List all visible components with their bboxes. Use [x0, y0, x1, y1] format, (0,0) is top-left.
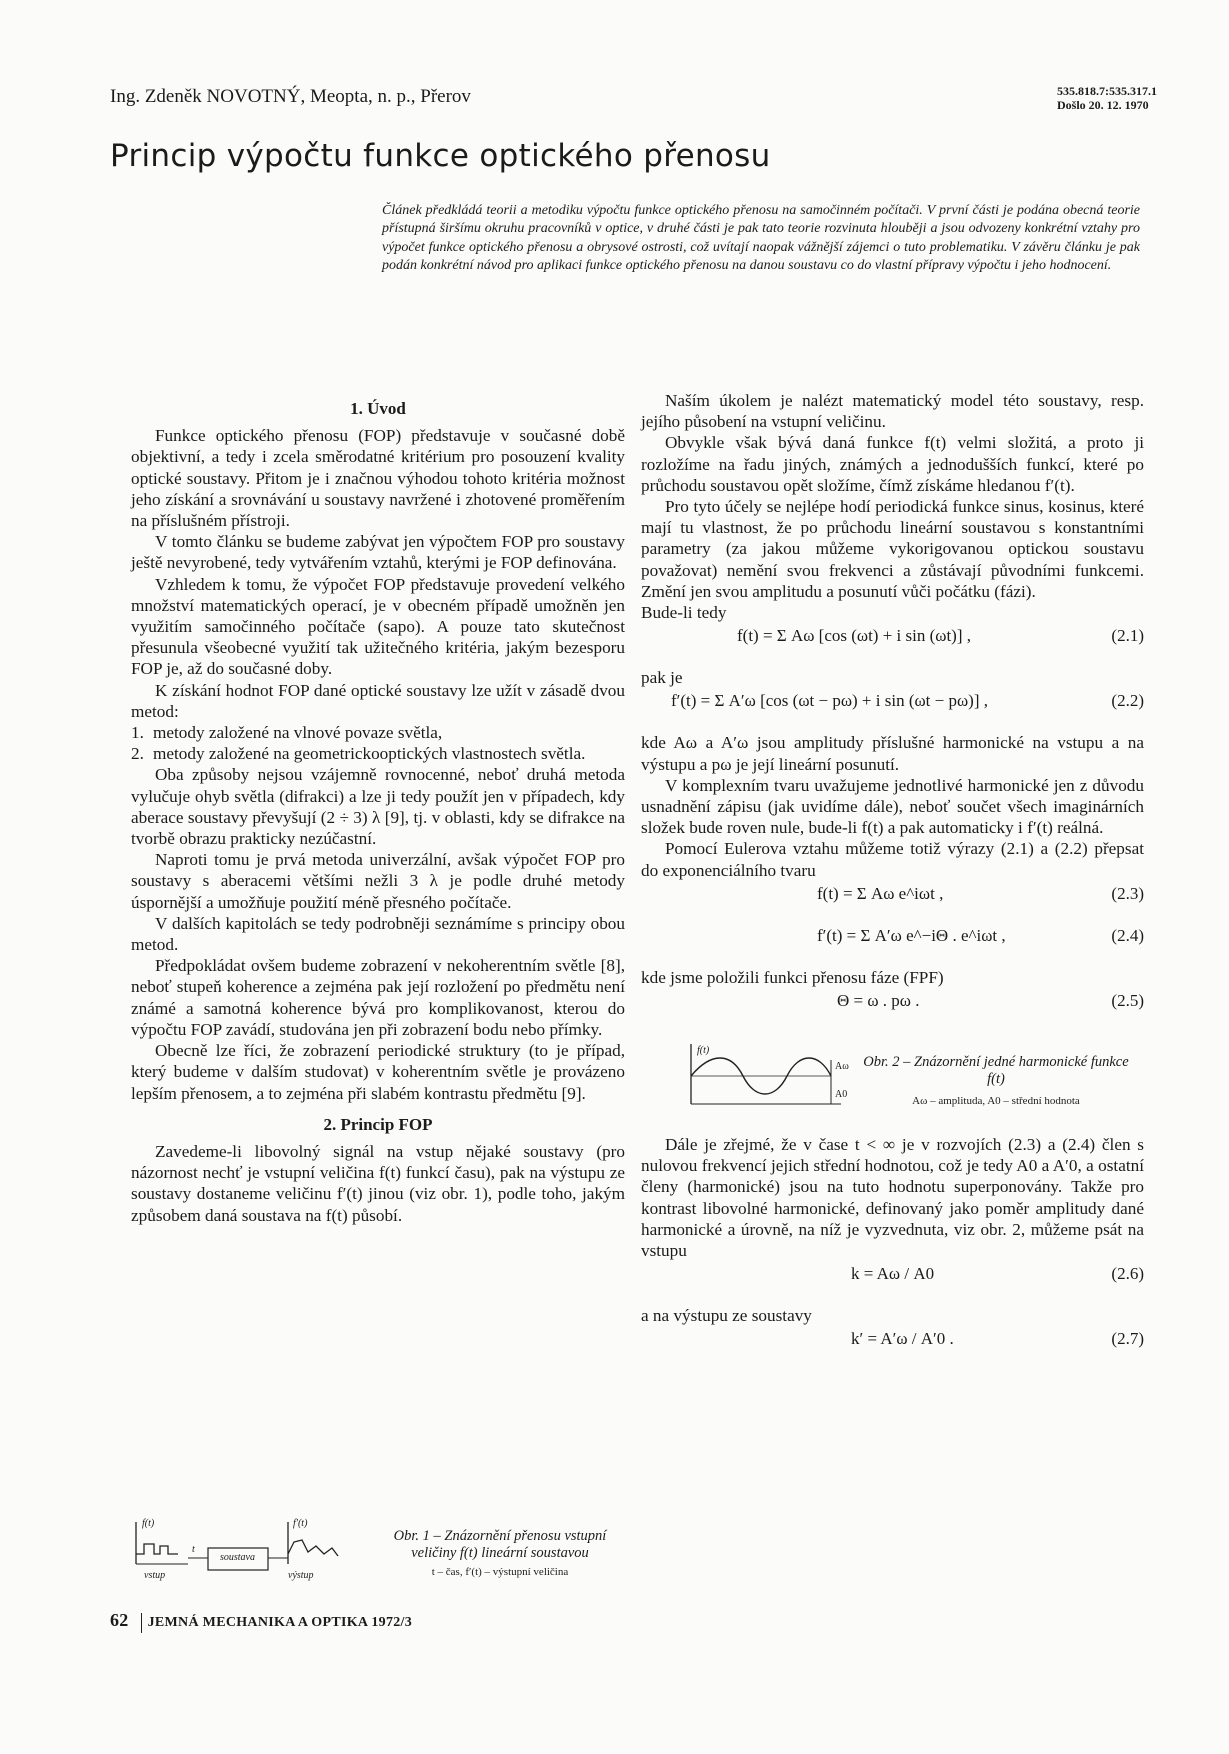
- paragraph: kde Aω a A′ω jsou amplitudy příslušné harmonické na vstupu a na výstupu a pω je její lineární posunutí.: [641, 733, 1144, 774]
- figure-1-caption-block: [375, 1528, 625, 1578]
- paragraph: Předpokládat ovšem budeme zobrazení v nekoherentním světle [8], neboť stupeň koherence a zejména pak její rozložení po předmětu není známé a samotná koherence bývá pro komplikovanost, kterou do výpočtu FOP zavádí, studována jen při zobrazení bodu nebo přímky.: [131, 956, 625, 1039]
- equation-2-2: [641, 690, 1144, 730]
- figure-1-output-label: výstup: [288, 1570, 314, 1581]
- figure-2-a0-label: A0: [835, 1089, 848, 1101]
- reference-block: [1057, 84, 1157, 112]
- paragraph: Pro tyto účely se nejlépe hodí periodická funkce sinus, kosinus, které mají tu vlastnost, že po průchodu lineární soustavou s konstantními parametry (za jakou můžeme vykorigovanou optickou soustavu považovat) nemění svou frekvenci a zůstávají původními funkcemi. Změní jen svou amplitudu a posunutí vůči počátku (fázi).: [641, 497, 1144, 601]
- article-title: Princip výpočtu funkce optického přenosu: [110, 138, 771, 174]
- paragraph: pak je: [641, 668, 683, 688]
- equation-2-6: [641, 1263, 1144, 1303]
- figure-1-t-label: t: [192, 1544, 195, 1555]
- equation-body: k = Aω / A0: [851, 1264, 935, 1284]
- figure-2-aw-label: Aω: [835, 1061, 849, 1073]
- figure-1-caption: Obr. 1 – Znázornění přenosu vstupní veličiny f(t) lineární soustavou: [393, 1528, 607, 1561]
- paragraph: Naproti tomu je prvá metoda univerzální, avšak výpočet FOP pro soustavy s aberacemi většími nežli 3 λ je podle druhé metody úspornější a umožňuje použití méně přesného počítače.: [131, 850, 625, 912]
- equation-body: Θ = ω . pω .: [837, 991, 920, 1011]
- paragraph: a na výstupu ze soustavy: [641, 1306, 812, 1326]
- equation-body: f′(t) = Σ A′ω e^−iΘ . e^iωt ,: [817, 925, 1006, 945]
- page-number: 62: [110, 1610, 129, 1630]
- footer-divider: [141, 1613, 142, 1633]
- equation-number: (2.2): [1111, 691, 1144, 711]
- equation-number: (2.6): [1111, 1264, 1144, 1284]
- figure-1-box-label: soustava: [220, 1552, 255, 1563]
- equation-number: (2.7): [1111, 1329, 1144, 1349]
- equation-body: f(t) = Σ Aω [cos (ωt) + i sin (ωt)] ,: [737, 626, 972, 646]
- figure-1-subcaption: t – čas, f′(t) – výstupní veličina: [431, 1566, 569, 1578]
- list-item: [131, 722, 625, 743]
- equation-2-3: [641, 883, 1144, 923]
- figure-2-caption-block: [861, 1054, 1131, 1112]
- paragraph: Obecně lze říci, že zobrazení periodické struktury (to je případ, který budeme v dalším studovat) v koherentním světle je provázeno lepším přenosem, a to zejména při slabém kontrastu předmětu [9].: [131, 1041, 625, 1103]
- list-number: 2.: [131, 744, 144, 764]
- equation-body: f(t) = Σ Aω e^iωt ,: [817, 883, 944, 903]
- figure-1-diagram: [128, 1518, 358, 1584]
- figure-1-fpt-label: f′(t): [293, 1518, 308, 1529]
- udc-code: 535.818.7:535.317.1: [1057, 84, 1157, 98]
- paragraph: Oba způsoby nejsou vzájemně rovnocenné, neboť druhá metoda vylučuje ohyb světla (difrakci) a lze ji tedy použít jen v případech, kdy aberace soustavy převyšují (2 ÷ 3) λ [9], tj. v oblasti, kdy se difrakce na tvorbě obrazu prakticky nezúčastní.: [131, 765, 625, 849]
- left-column: [131, 398, 625, 1226]
- equation-body: k′ = A′ω / A′0 .: [851, 1329, 954, 1349]
- list-number: 1.: [131, 723, 144, 743]
- paragraph: V komplexním tvaru uvažujeme jednotlivé harmonické jen z důvodu usnadnění zápisu (jak uvidíme dále), neboť součet všech imaginárních složek bude roven nule, bude-li f(t) a pak automaticky i f′(t) reálná.: [641, 775, 1144, 838]
- equation-number: (2.4): [1111, 925, 1144, 945]
- paragraph: Zavedeme-li libovolný signál na vstup nějaké soustavy (pro názornost nechť je vstupní veličina f(t) funkcí času), pak na výstupu ze soustavy dostaneme veličinu f′(t) jinou (viz obr. 1), podle toho, jakým způsobem daná soustava na f(t) působí.: [131, 1141, 625, 1225]
- paragraph: Bude-li tedy: [641, 603, 727, 623]
- list-text: metody založené na vlnové povaze světla,: [153, 723, 443, 743]
- received-date: Došlo 20. 12. 1970: [1057, 98, 1149, 112]
- list-item: [131, 743, 625, 764]
- paragraph: K získání hodnot FOP dané optické soustavy lze užít v zásadě dvou metod:: [131, 680, 625, 721]
- paragraph: Obvykle však bývá daná funkce f(t) velmi složitá, a proto ji rozložíme na řadu jiných, známých a jednodušších funkcí, které po průchodu soustavou opět složíme, čímž získáme hledanou f′(t).: [641, 433, 1144, 495]
- equation-2-5: [641, 990, 1144, 1030]
- paragraph: kde jsme položili funkci přenosu fáze (FPF): [641, 967, 944, 987]
- equation-number: (2.3): [1111, 883, 1144, 903]
- paragraph: Pomocí Eulerova vztahu můžeme totiž výrazy (2.1) a (2.2) přepsat do exponenciálního tvaru: [641, 839, 1144, 880]
- paragraph: Dále je zřejmé, že v čase t < ∞ je v rozvojích (2.3) a (2.4) člen s nulovou frekvencí jejich střední hodnotou, což je tedy A0 a A′0, a ostatní členy (harmonické) jsou na tuto hodnotu superponovány. Takže pro kontrast libovolné harmonické, definovaný jako poměr amplitudy dané harmonické a úrovně, na níž je vyzvednuta, viz obr. 2, můžeme psát na vstupu: [641, 1135, 1144, 1261]
- figure-2-subcaption: Aω – amplituda, A0 – střední hodnota: [912, 1095, 1080, 1108]
- equation-number: (2.1): [1111, 626, 1144, 646]
- abstract: Článek předkládá teorii a metodiku výpočtu funkce optického přenosu na samočinném počítači. V první části je podána obecná teorie přístupná širšímu okruhu pracovníků v optice, v druhé části je pak tato teorie rozvinuta hlouběji a jsou odvozeny konkrétní vztahy pro výpočet funkce optického přenosu a obrysové ostrosti, což uvítají naopak vážnější zájemci o tuto problematiku. V závěru článku je pak podán konkrétní návod pro aplikaci funkce optického přenosu na danou soustavu co do vlastní přípravy výpočtu i jeho hodnocení.: [382, 203, 1140, 274]
- equation-2-1: [641, 625, 1144, 665]
- paragraph: Vzhledem k tomu, že výpočet FOP představuje provedení velkého množství matematických operací, je v obecném případě umožněn jen využitím samočinného počítače (sapo). A pouze tato skutečnost přesunula všeobecné využití tak užitečného kritéria, jakým bezesporu FOP je, až do současné doby.: [131, 574, 625, 679]
- equation-2-7: [641, 1328, 1144, 1368]
- equation-number: (2.5): [1111, 991, 1144, 1011]
- equation-2-4: [641, 925, 1144, 965]
- section-heading-intro: 1. Úvod: [350, 399, 406, 418]
- right-column: [641, 390, 1144, 1370]
- figure-1-ft-label: f(t): [142, 1518, 155, 1529]
- paragraph: Funkce optického přenosu (FOP) představuje v současné době objektivní, a tedy i zcela směrodatné kritérium pro posouzení kvality optické soustavy. Přitom je i značnou výhodou tohoto kritéria možnost jeho získání a srovnávání u soustavy navržené i zhotovené proměřením na příslušném přístroji.: [131, 426, 625, 531]
- journal-name: JEMNÁ MECHANIKA A OPTIKA 1972/3: [147, 1615, 413, 1630]
- section-heading-principle: 2. Princip FOP: [323, 1114, 433, 1134]
- figure-2-caption: Obr. 2 – Znázornění jedné harmonické funkce f(t): [863, 1054, 1129, 1088]
- page-footer: [110, 1610, 412, 1633]
- figure-2-ft-label: f(t): [697, 1045, 710, 1057]
- paragraph: V tomto článku se budeme zabývat jen výpočtem FOP pro soustavy ještě nevyrobené, tedy vytvářením vztahů, kterými je FOP definována.: [131, 532, 625, 573]
- equation-body: f′(t) = Σ A′ω [cos (ωt − pω) + i sin (ωt − pω)] ,: [671, 691, 988, 711]
- author-line: Ing. Zdeněk NOVOTNÝ, Meopta, n. p., Přerov: [110, 86, 471, 107]
- list-text: metody založené na geometrickooptických vlastnostech světla.: [153, 744, 586, 764]
- figure-2: [641, 1038, 1144, 1120]
- paragraph: Naším úkolem je nalézt matematický model této soustavy, resp. jejího působení na vstupní veličinu.: [641, 391, 1144, 432]
- paragraph: V dalších kapitolách se tedy podrobněji seznámíme s principy obou metod.: [131, 913, 625, 955]
- figure-1-input-label: vstup: [144, 1570, 166, 1581]
